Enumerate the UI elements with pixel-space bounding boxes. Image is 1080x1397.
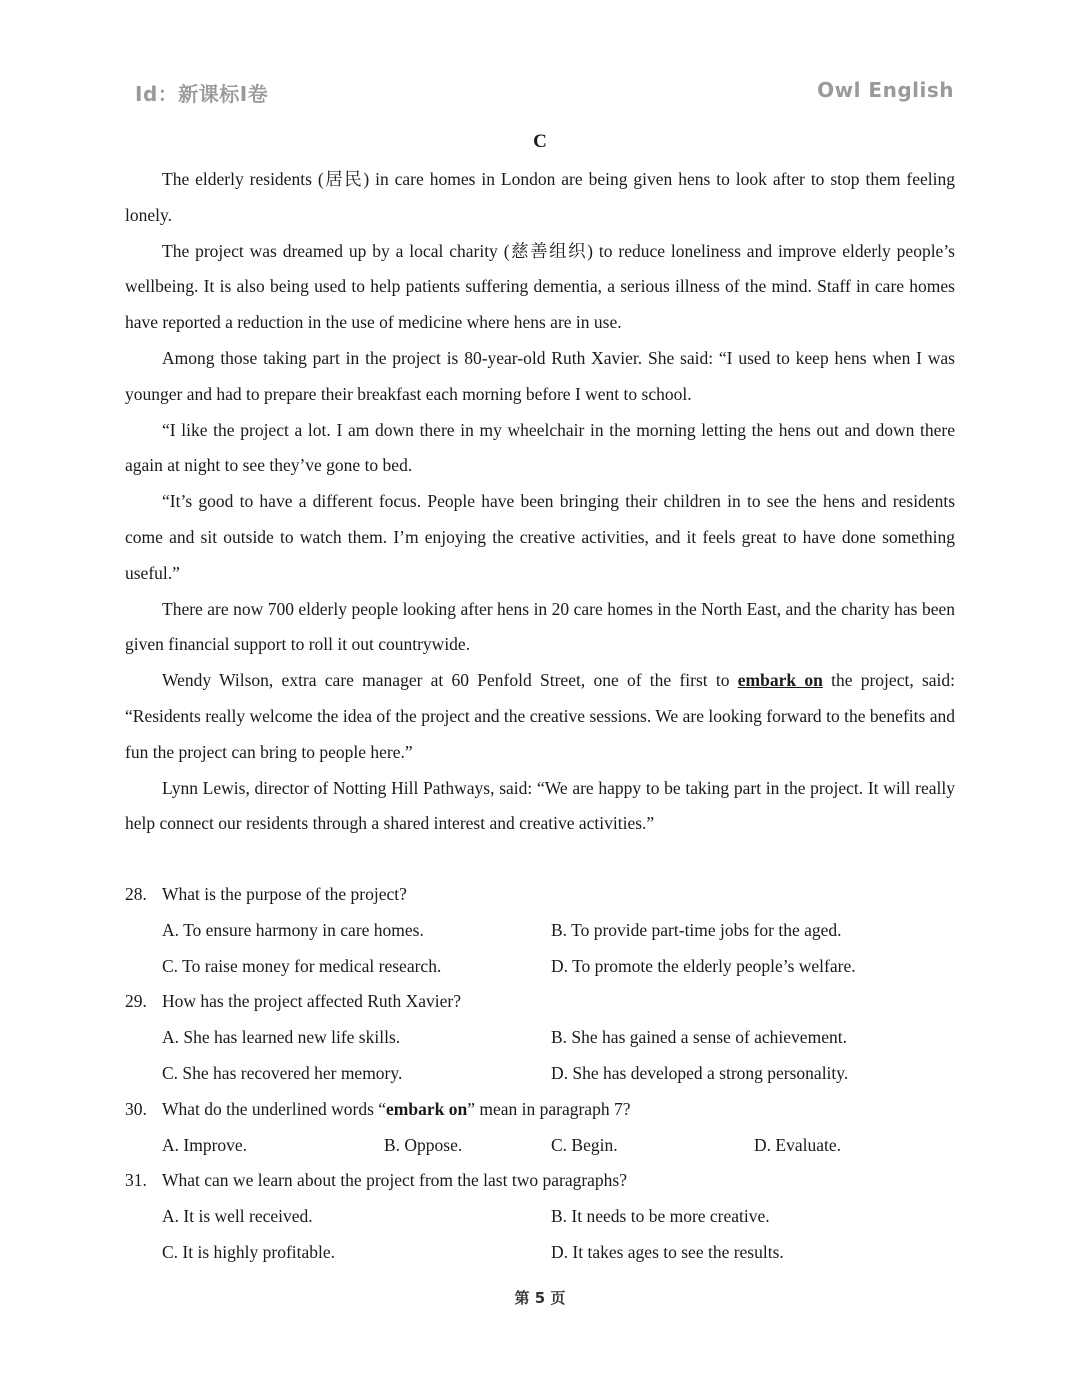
section-heading: C bbox=[533, 131, 547, 152]
header-id-label: Id：新课标I卷 bbox=[135, 82, 269, 106]
paragraph-6: There are now 700 elderly people looking after hens in 20 care homes in the North East, and the charity has been given financial support to roll it out countrywide. bbox=[125, 598, 955, 655]
question-30-options bbox=[125, 1128, 955, 1164]
header-brand: Owl English bbox=[817, 78, 954, 102]
option-a: A. Improve. bbox=[162, 1134, 248, 1155]
paragraph-8: Lynn Lewis, director of Notting Hill Pathways, said: “We are happy to be taking part in the project. It will really help connect our residents through a shared interest and creative activities.” bbox=[125, 777, 955, 834]
page-number: 第 5 页 bbox=[514, 1289, 566, 1307]
option-c: C. Begin. bbox=[551, 1134, 618, 1155]
option-c: C. She has recovered her memory. bbox=[162, 1062, 403, 1083]
question-29 bbox=[125, 984, 955, 1020]
paragraph-1: The elderly residents (居民) in care homes in London are being given hens to look after to stop them feeling lonely. bbox=[125, 169, 955, 225]
option-b: B. To provide part-time jobs for the aged. bbox=[551, 919, 842, 940]
reading-passage bbox=[125, 162, 955, 842]
question-28 bbox=[125, 877, 955, 913]
question-number: 31. bbox=[125, 1170, 147, 1191]
option-b: B. Oppose. bbox=[384, 1134, 463, 1155]
option-d: D. She has developed a strong personality. bbox=[551, 1062, 849, 1083]
question-list bbox=[125, 877, 955, 1271]
question-31-options bbox=[125, 1199, 955, 1271]
paragraph-2: The project was dreamed up by a local charity (慈善组织) to reduce loneliness and improve elderly people’s wellbeing. It is also being used to help patients suffering dementia, a serious illness of the mind. Staff in care homes have reported a reduction in the use of medicine where hens are in use. bbox=[125, 240, 955, 333]
question-number: 28. bbox=[125, 884, 147, 904]
paragraph-7-end: the project, said: “Residents really welcome the idea of the project and the creative sessions. We are looking forward to the benefits and fun the project can bring to people here.” bbox=[125, 670, 956, 762]
question-text: What can we learn about the project from the last two paragraphs? bbox=[162, 1170, 628, 1191]
question-29-options bbox=[125, 1020, 955, 1092]
paragraph-7-start: Wendy Wilson, extra care manager at 60 Penfold Street, one of the first to bbox=[162, 670, 738, 691]
option-d: D. Evaluate. bbox=[754, 1134, 841, 1155]
question-number: 29. bbox=[125, 991, 147, 1012]
option-b: B. She has gained a sense of achievement. bbox=[551, 1027, 847, 1048]
question-28-options bbox=[125, 913, 955, 985]
question-text bbox=[162, 1092, 630, 1128]
paragraph-4: “I like the project a lot. I am down there in my wheelchair in the morning letting the hens out and down there again at night to see they’ve gone to bed. bbox=[125, 419, 955, 476]
question-31 bbox=[125, 1163, 955, 1199]
question-keyword: embark on bbox=[386, 1098, 468, 1119]
option-c: C. It is highly profitable. bbox=[162, 1241, 336, 1262]
question-text: How has the project affected Ruth Xavier? bbox=[162, 991, 462, 1012]
question-text-start: What do the underlined words “ bbox=[162, 1098, 387, 1119]
option-a: A. She has learned new life skills. bbox=[162, 1027, 401, 1048]
paragraph-7 bbox=[125, 663, 955, 770]
option-a: A. It is well received. bbox=[162, 1206, 313, 1227]
option-b: B. It needs to be more creative. bbox=[551, 1206, 770, 1227]
question-number: 30. bbox=[125, 1098, 147, 1119]
paragraph-5: “It’s good to have a different focus. People have been bringing their children in to see the hens and residents come and sit outside to watch them. I’m enjoying the creative activities, and it feels great to have done something useful.” bbox=[125, 491, 955, 583]
option-d: D. To promote the elderly people’s welfare. bbox=[551, 955, 856, 976]
question-text: What is the purpose of the project? bbox=[162, 884, 407, 904]
option-d: D. It takes ages to see the results. bbox=[551, 1241, 784, 1262]
option-a: A. To ensure harmony in care homes. bbox=[162, 919, 424, 940]
paragraph-3: Among those taking part in the project is 80-year-old Ruth Xavier. She said: “I used to keep hens when I was younger and had to prepare their breakfast each morning before I went to school. bbox=[125, 347, 955, 404]
question-text-end: ” mean in paragraph 7? bbox=[467, 1098, 631, 1119]
option-c: C. To raise money for medical research. bbox=[162, 955, 442, 976]
question-30 bbox=[125, 1092, 955, 1128]
underlined-keyword: embark on bbox=[737, 670, 823, 691]
